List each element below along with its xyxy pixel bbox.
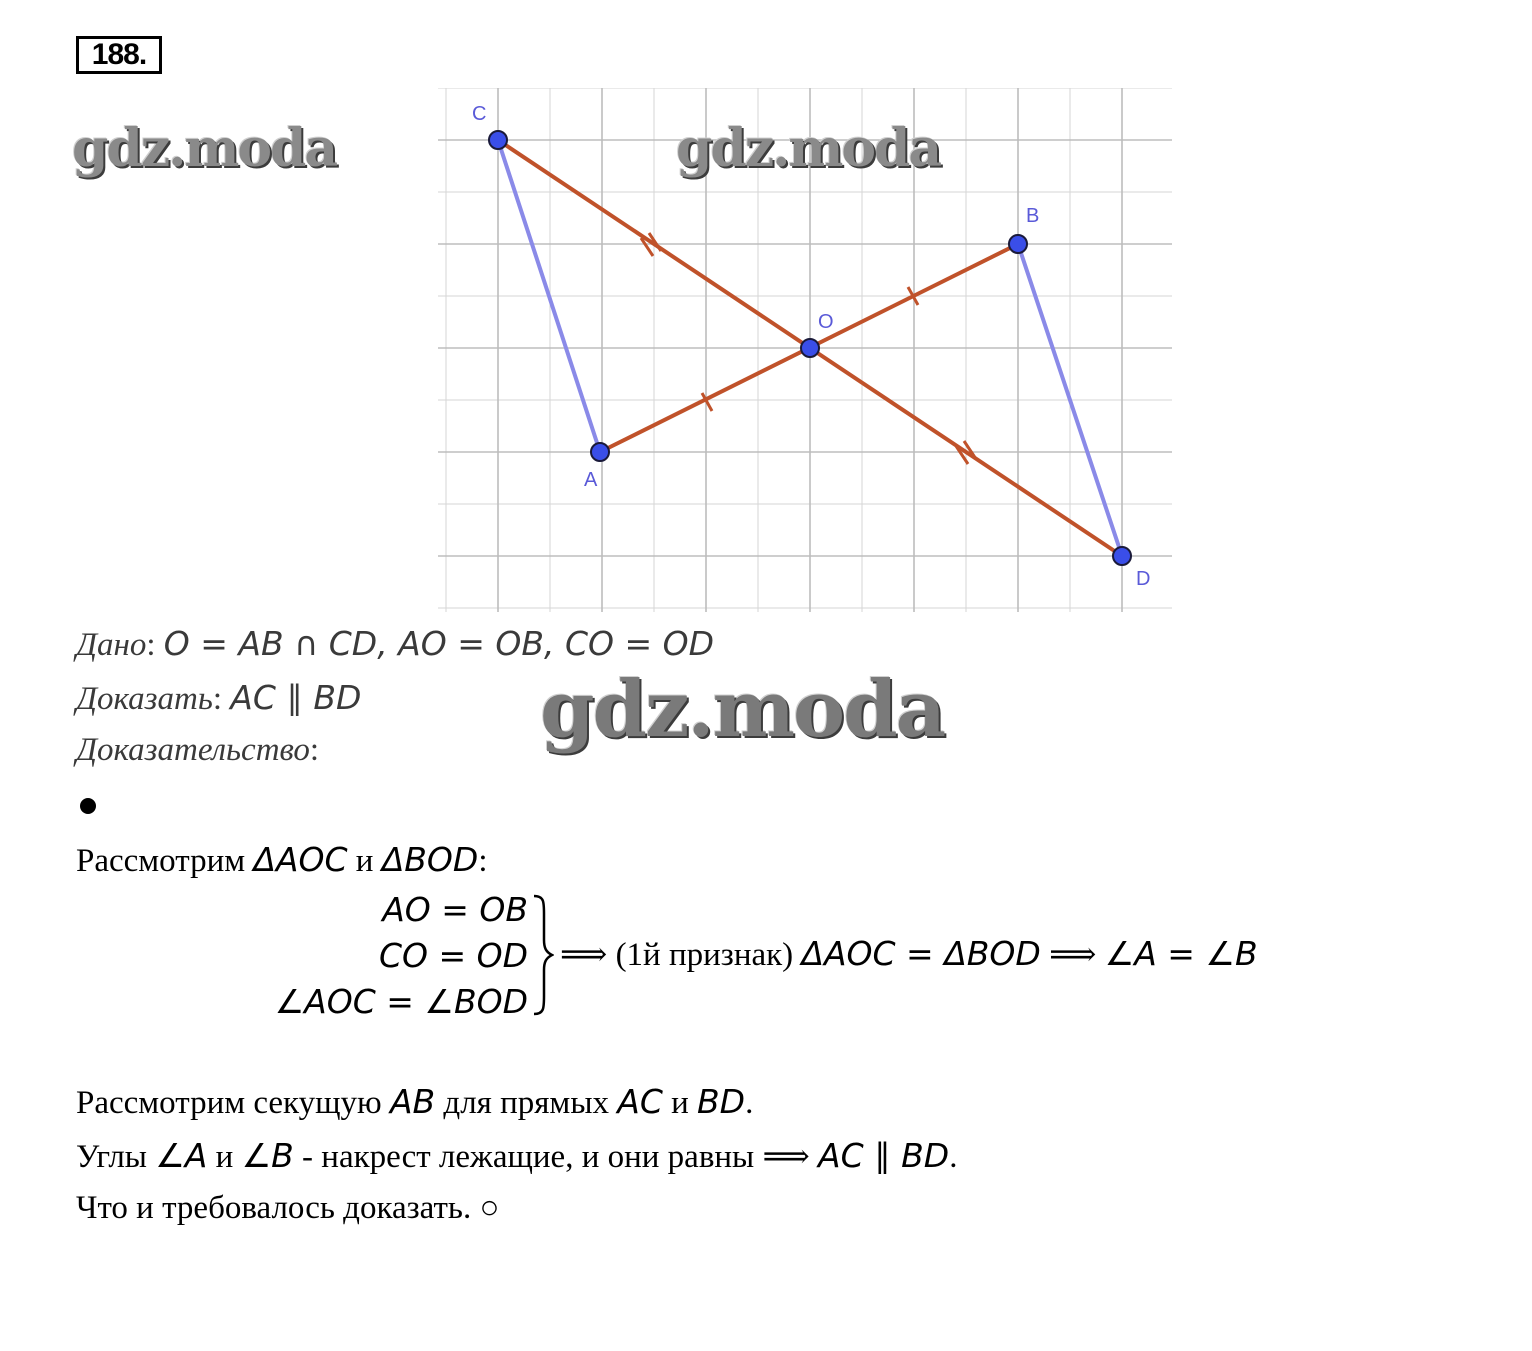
point-b [1009, 235, 1027, 253]
angle-b: ∠B [241, 1136, 294, 1175]
point-a [591, 443, 609, 461]
qed-line: Что и требовалось доказать. ○ [76, 1190, 500, 1226]
triangles-equal: ΔAOC = ΔBOD [801, 934, 1041, 973]
and-word: и [347, 843, 382, 879]
secant-line: Рассмотрим секущую AB для прямых AC и BD. [76, 1082, 754, 1121]
angle-a: ∠A [155, 1136, 208, 1175]
prove-text: AC ∥ BD [230, 678, 362, 717]
given-line: Дано: O = AB ∩ CD, AO = OB, CO = OD [76, 624, 714, 663]
watermark: gdz.moda [676, 118, 941, 179]
point-c [489, 131, 507, 149]
line-ac: AC [617, 1082, 663, 1121]
system-line-1: AO = OB [382, 890, 528, 929]
bullet [80, 798, 96, 814]
angles-prefix: Углы [76, 1139, 156, 1175]
given-text: O = AB ∩ CD, AO = OB, CO = OD [163, 624, 714, 663]
line-bd: BD [697, 1082, 746, 1121]
consider-prefix: Рассмотрим [76, 843, 254, 879]
secant-ab: AB [389, 1082, 436, 1121]
secant-mid: для прямых [435, 1085, 618, 1121]
angles-equal: ∠A = ∠B [1104, 934, 1258, 973]
prove-line: Доказать: AC ∥ BD [76, 678, 362, 717]
consider-triangles-line [76, 840, 487, 880]
angles-text: - накрест лежащие, и они равны ⟹ [293, 1139, 819, 1175]
proof-title: Доказательство [76, 732, 310, 768]
label-c: C [472, 103, 487, 125]
label-b: B [1026, 205, 1040, 227]
label-o: O [818, 311, 834, 333]
watermark: gdz.moda [540, 664, 945, 755]
label-a: A [584, 469, 598, 491]
parallel-result: AC ∥ BD [818, 1136, 950, 1175]
system-line-2: CO = OD [378, 936, 528, 975]
point-d [1113, 547, 1131, 565]
prove-label: Доказать [76, 681, 213, 717]
criterion: (1й признак) [615, 937, 802, 973]
secant-prefix: Рассмотрим секущую [76, 1085, 390, 1121]
proof-title-line: Доказательство: [76, 732, 320, 768]
colon: : [478, 843, 488, 879]
implies-arrow: ⟹ [1040, 937, 1105, 973]
system-line-3: ∠AOC = ∠BOD [274, 982, 528, 1021]
conclusion-line [560, 934, 1258, 974]
problem-number: 188. [76, 36, 162, 74]
given-label: Дано [76, 627, 147, 663]
implies-arrow: ⟹ [560, 937, 616, 973]
watermark: gdz.moda [72, 118, 337, 179]
label-d: D [1136, 568, 1151, 590]
triangle-bod: ΔBOD [381, 840, 479, 879]
angles-line: Углы ∠A и ∠B - накрест лежащие, и они равны ⟹ AC ∥ BD. [76, 1136, 958, 1175]
triangle-aoc: ΔAOC [253, 840, 348, 879]
point-o [801, 339, 819, 357]
right-brace [528, 892, 554, 1018]
